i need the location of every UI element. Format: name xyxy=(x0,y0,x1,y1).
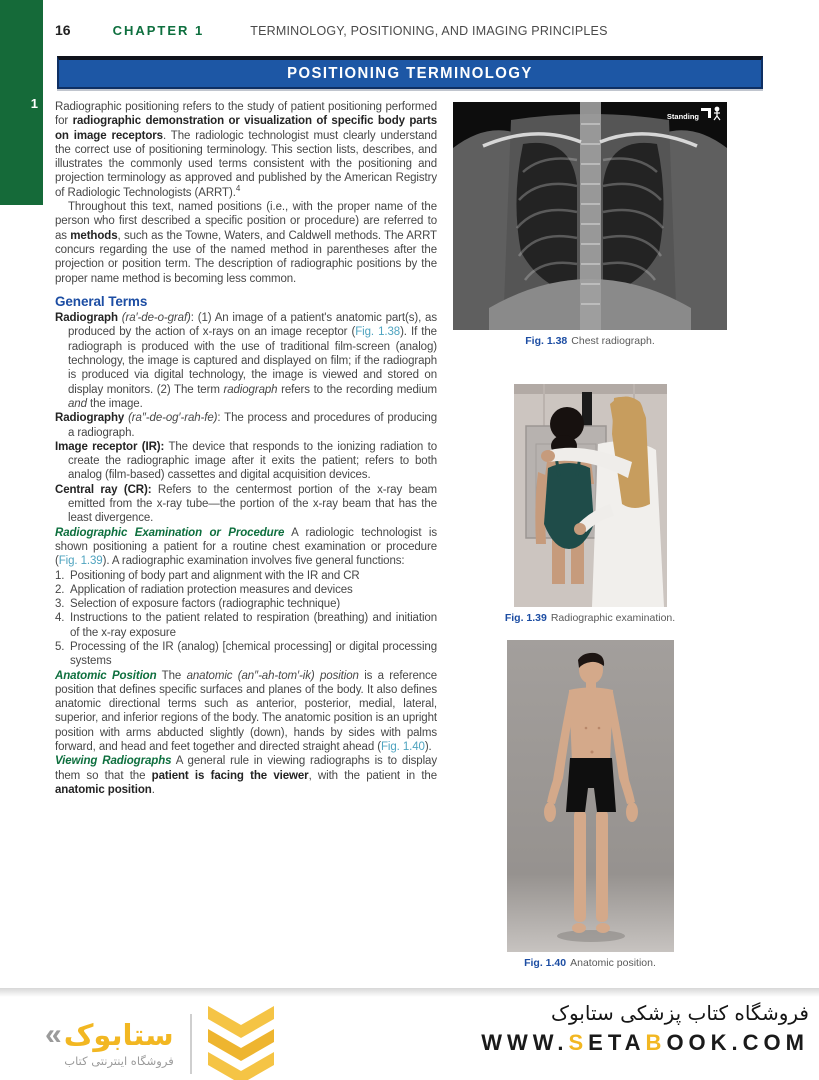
body-text-column xyxy=(55,100,437,797)
figure-caption-text: Radiographic examination. xyxy=(550,612,676,624)
figure-label: Fig. 1.40 xyxy=(524,957,567,969)
chapter-label: CHAPTER 1 xyxy=(112,23,205,38)
chapter-tab-number: 1 xyxy=(30,96,38,111)
figure-label: Fig. 1.38 xyxy=(525,335,568,347)
figure-caption xyxy=(440,335,740,347)
standing-marker-label: Standing xyxy=(666,112,699,121)
setabook-subtitle-farsi: فروشگاه اینترنتی کتاب xyxy=(64,1054,174,1068)
footer-tagline-farsi: فروشگاه کتاب پزشکی ستابوک xyxy=(551,1001,809,1025)
viewing-radiographs-paragraph: Viewing Radiographs A general rule in viewing radiographs is to display them so that the patient is facing the viewer, with the patient in the anatomic position. xyxy=(55,755,438,796)
definition-radiography: Radiography (ra″-de-og′-rah-fe): The process and procedures of producing a radiograph. xyxy=(55,412,437,439)
figure-1-40 xyxy=(440,640,740,969)
list-item-number: 5. xyxy=(55,640,65,653)
guillemet-icon: « xyxy=(45,1018,62,1051)
list-item xyxy=(55,611,437,640)
definition-image-receptor: Image receptor (IR): The device that responds to the ionizing radiation to create the radiographic image after it exits the patient; refers to both analog (film-based) cassettes and digital acquisition devices. xyxy=(55,440,437,482)
section-banner-title: POSITIONING TERMINOLOGY xyxy=(287,64,533,82)
logo-divider xyxy=(190,1014,192,1074)
chest-radiograph-image xyxy=(453,102,727,330)
list-item-number: 4. xyxy=(55,612,65,625)
list-item xyxy=(55,597,437,611)
setabook-name-farsi: ستابوک xyxy=(63,1017,174,1052)
list-item xyxy=(55,583,437,597)
list-item-text: Positioning of body part and alignment with the IR and CR xyxy=(70,569,360,582)
chevrons-icon xyxy=(204,1005,278,1080)
setabook-wordmark-block xyxy=(45,1017,174,1068)
exam-function-list xyxy=(55,569,437,669)
footer-website: WWW.SETABOOK.COM xyxy=(481,1030,809,1055)
footer-divider xyxy=(0,988,819,997)
definition-radiograph: Radiograph (ra′-de-o-graf): (1) An image of a patient's anatomic part(s), as produced by the action of x-rays on an image receptor (Fig. 1.38). If the radiograph is produced with the use of traditional film-screen (analog) technology, the image is captured and displayed on film; if the radiograph is produced via digital technology, the image is viewed and stored on display monitors. (2) The term radiograph refers to the recording medium and the image. xyxy=(55,312,437,410)
chapter-title: TERMINOLOGY, POSITIONING, AND IMAGING PRINCIPLES xyxy=(250,24,608,38)
radiographic-examination-photo xyxy=(514,384,667,607)
chapter-side-tab xyxy=(0,0,43,205)
section-banner xyxy=(57,56,763,89)
list-item xyxy=(55,640,437,669)
definition-central-ray: Central ray (CR): Refers to the centermost portion of the x-ray beam emitted from the x-ray tube—the portion of the x-ray beam that has the least divergence. xyxy=(55,483,437,525)
intro-paragraph-1: Radiographic positioning refers to the study of patient positioning performed for radiographic demonstration or visualization of specific body parts on image receptors. The radiologic technologist must clearly understand the correct use of positioning terminology. This section lists, describes, and illustrates the commonly used terms consistent with the positioning and projection terminology as approved and published by the American Registry of Radiologic Technologists (ARRT).$^4$ xyxy=(55,101,438,199)
list-item-text: Processing of the IR (analog) [chemical processing] or digital processing systems xyxy=(70,640,437,668)
setabook-logo xyxy=(45,1005,278,1080)
list-item-number: 3. xyxy=(55,598,65,611)
list-item-text: Instructions to the patient related to respiration (breathing) and initiation of the x-ray exposure xyxy=(70,612,437,639)
list-item-text: Selection of exposure factors (radiographic technique) xyxy=(70,598,341,611)
figure-1-38 xyxy=(440,102,740,347)
bookstore-footer xyxy=(0,997,819,1080)
anatomic-position-paragraph: Anatomic Position The anatomic (an″-ah-tom′-ik) position is a reference position that defines specific surfaces and planes of the body. It also defines anatomic directional terms such as anterior, posterior, medial, lateral, superior, and inferior regions of the body. The anatomic position is an upright position with arms abducted slightly (down), hands by sides with palms forward, and head and feet together and directed straight ahead (Fig. 1.40). xyxy=(55,669,437,754)
general-terms-heading: General Terms xyxy=(55,293,148,309)
page-number: 16 xyxy=(55,22,71,38)
intro-paragraph-2: Throughout this text, named positions (i.e., with the proper name of the person who first described a specific position or procedure) are referred to as methods, such as the Towne, Waters, and Caldwell methods. The ARRT concurs regarding the use of the named method in parentheses after the projection or position term. The description of radiographic positions by the proper name method is becoming less common. xyxy=(55,201,437,285)
figure-caption xyxy=(440,612,740,624)
list-item xyxy=(55,569,437,583)
figure-caption-text: Chest radiograph. xyxy=(571,335,655,347)
list-item-number: 2. xyxy=(55,583,65,596)
footer-right-block xyxy=(481,1001,809,1056)
figure-caption-text: Anatomic position. xyxy=(570,957,656,969)
figure-caption xyxy=(440,957,740,969)
list-item-number: 1. xyxy=(55,569,65,582)
exam-procedure-paragraph: Radiographic Examination or Procedure A radiologic technologist is shown positioning a patient for a routine chest examination or procedure (Fig. 1.39). A radiographic examination involves five general functions: xyxy=(55,526,437,568)
running-head xyxy=(55,22,608,38)
list-item-text: Application of radiation protection measures and devices xyxy=(70,583,353,596)
anatomic-position-photo xyxy=(507,640,674,952)
setabook-wordmark xyxy=(45,1017,174,1052)
figure-label: Fig. 1.39 xyxy=(504,612,547,624)
figure-1-39 xyxy=(440,384,740,624)
